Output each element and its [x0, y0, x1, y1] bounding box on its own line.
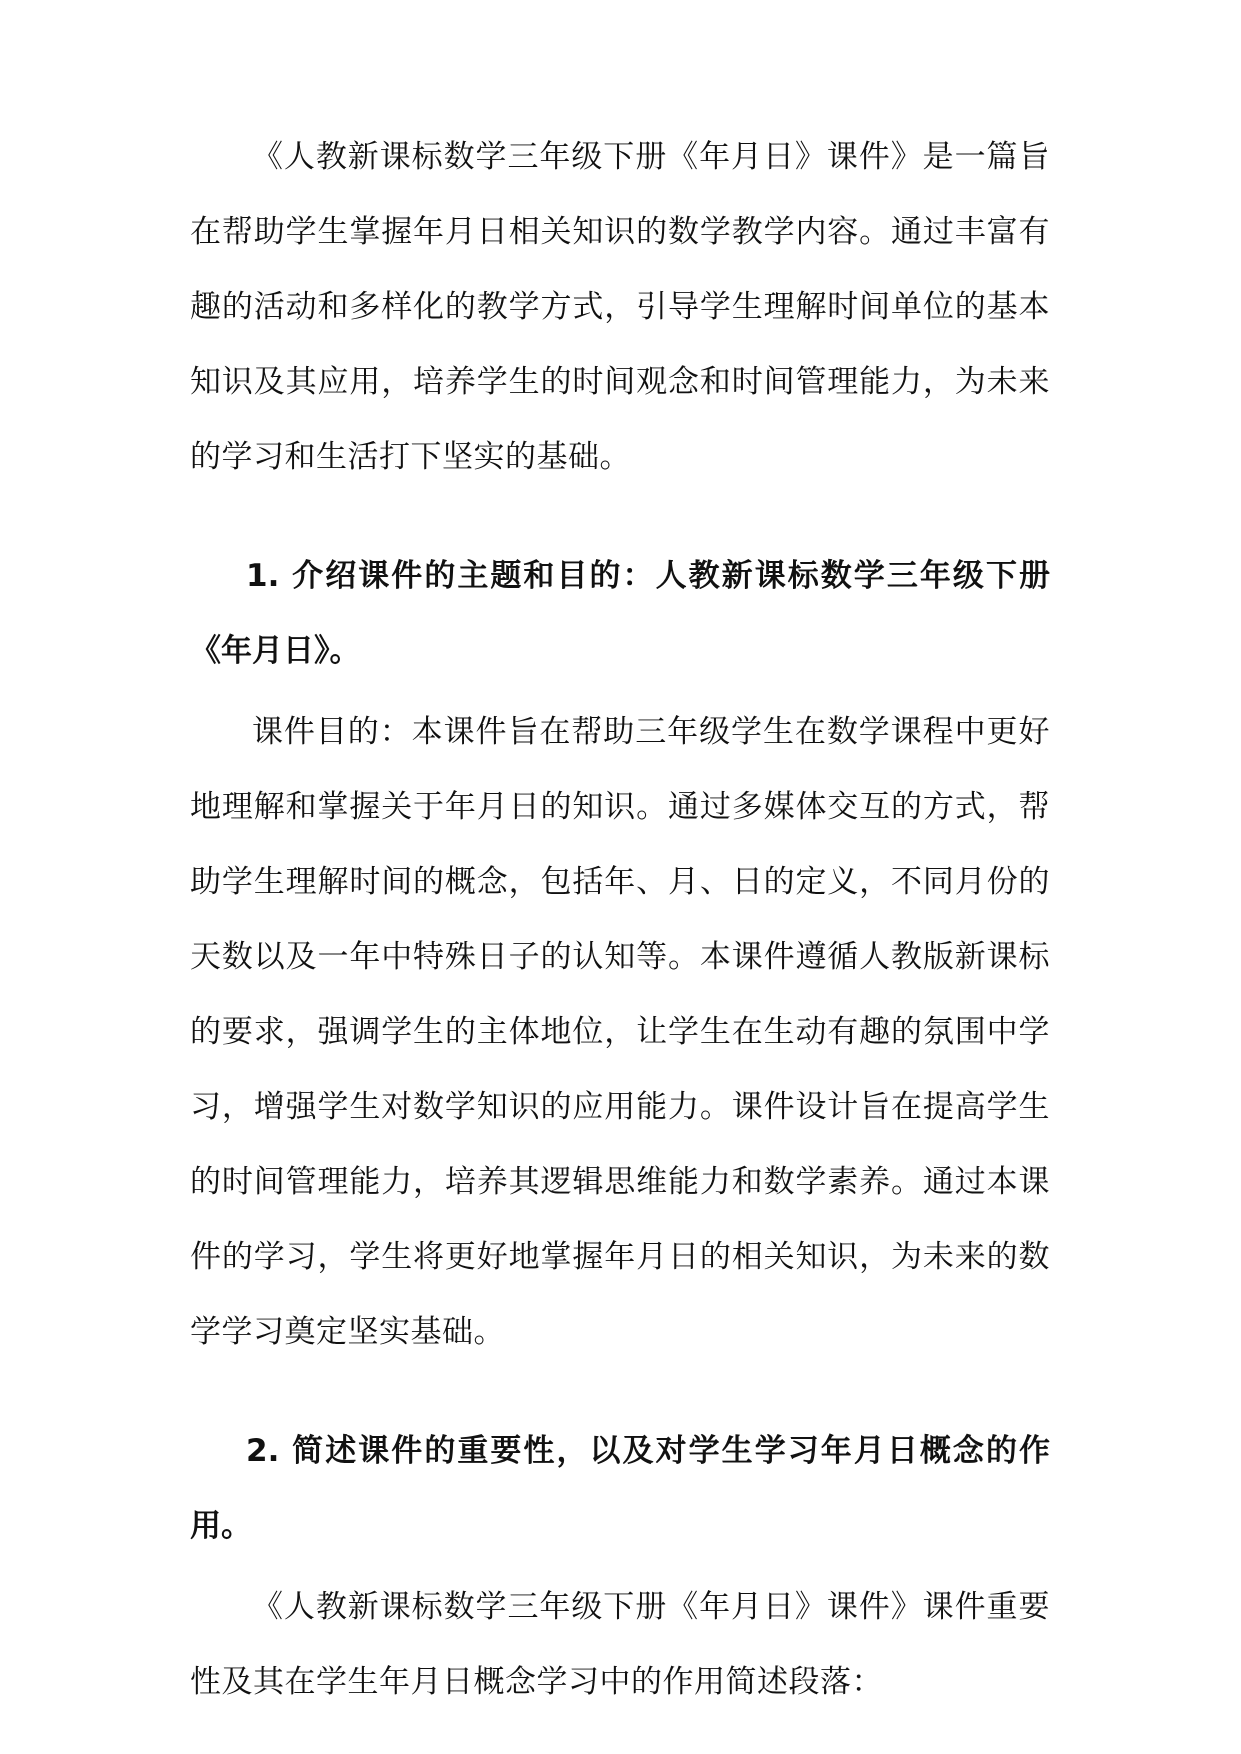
- section-2-body: 《人教新课标数学三年级下册《年月日》课件》课件重要性及其在学生年月日概念学习中的作用简述段落：: [190, 1589, 1050, 1700]
- spacer: [190, 495, 1050, 539]
- document-page: [190, 120, 1050, 1720]
- section-1-body: 课件目的：本课件旨在帮助三年级学生在数学课程中更好地理解和掌握关于年月日的知识。通过多媒体交互的方式，帮助学生理解时间的概念，包括年、月、日的定义，不同月份的天数以及一年中特殊日子的认知等。本课件遵循人教版新课标的要求，强调学生的主体地位，让学生在生动有趣的氛围中学习，增强学生对数学知识的应用能力。课件设计旨在提高学生的时间管理能力，培养其逻辑思维能力和数学素养。通过本课件的学习，学生将更好地掌握年月日的相关知识，为未来的数学学习奠定坚实基础。: [190, 714, 1050, 1350]
- section-2-heading: 2. 简述课件的重要性，以及对学生学习年月日概念的作用。: [190, 1433, 1050, 1544]
- spacer: [190, 1370, 1050, 1414]
- intro-paragraph: 《人教新课标数学三年级下册《年月日》课件》是一篇旨在帮助学生掌握年月日相关知识的数学教学内容。通过丰富有趣的活动和多样化的教学方式，引导学生理解时间单位的基本知识及其应用，培养学生的时间观念和时间管理能力，为未来的学习和生活打下坚实的基础。: [190, 139, 1050, 475]
- section-1-heading: 1. 介绍课件的主题和目的：人教新课标数学三年级下册《年月日》。: [190, 558, 1050, 669]
